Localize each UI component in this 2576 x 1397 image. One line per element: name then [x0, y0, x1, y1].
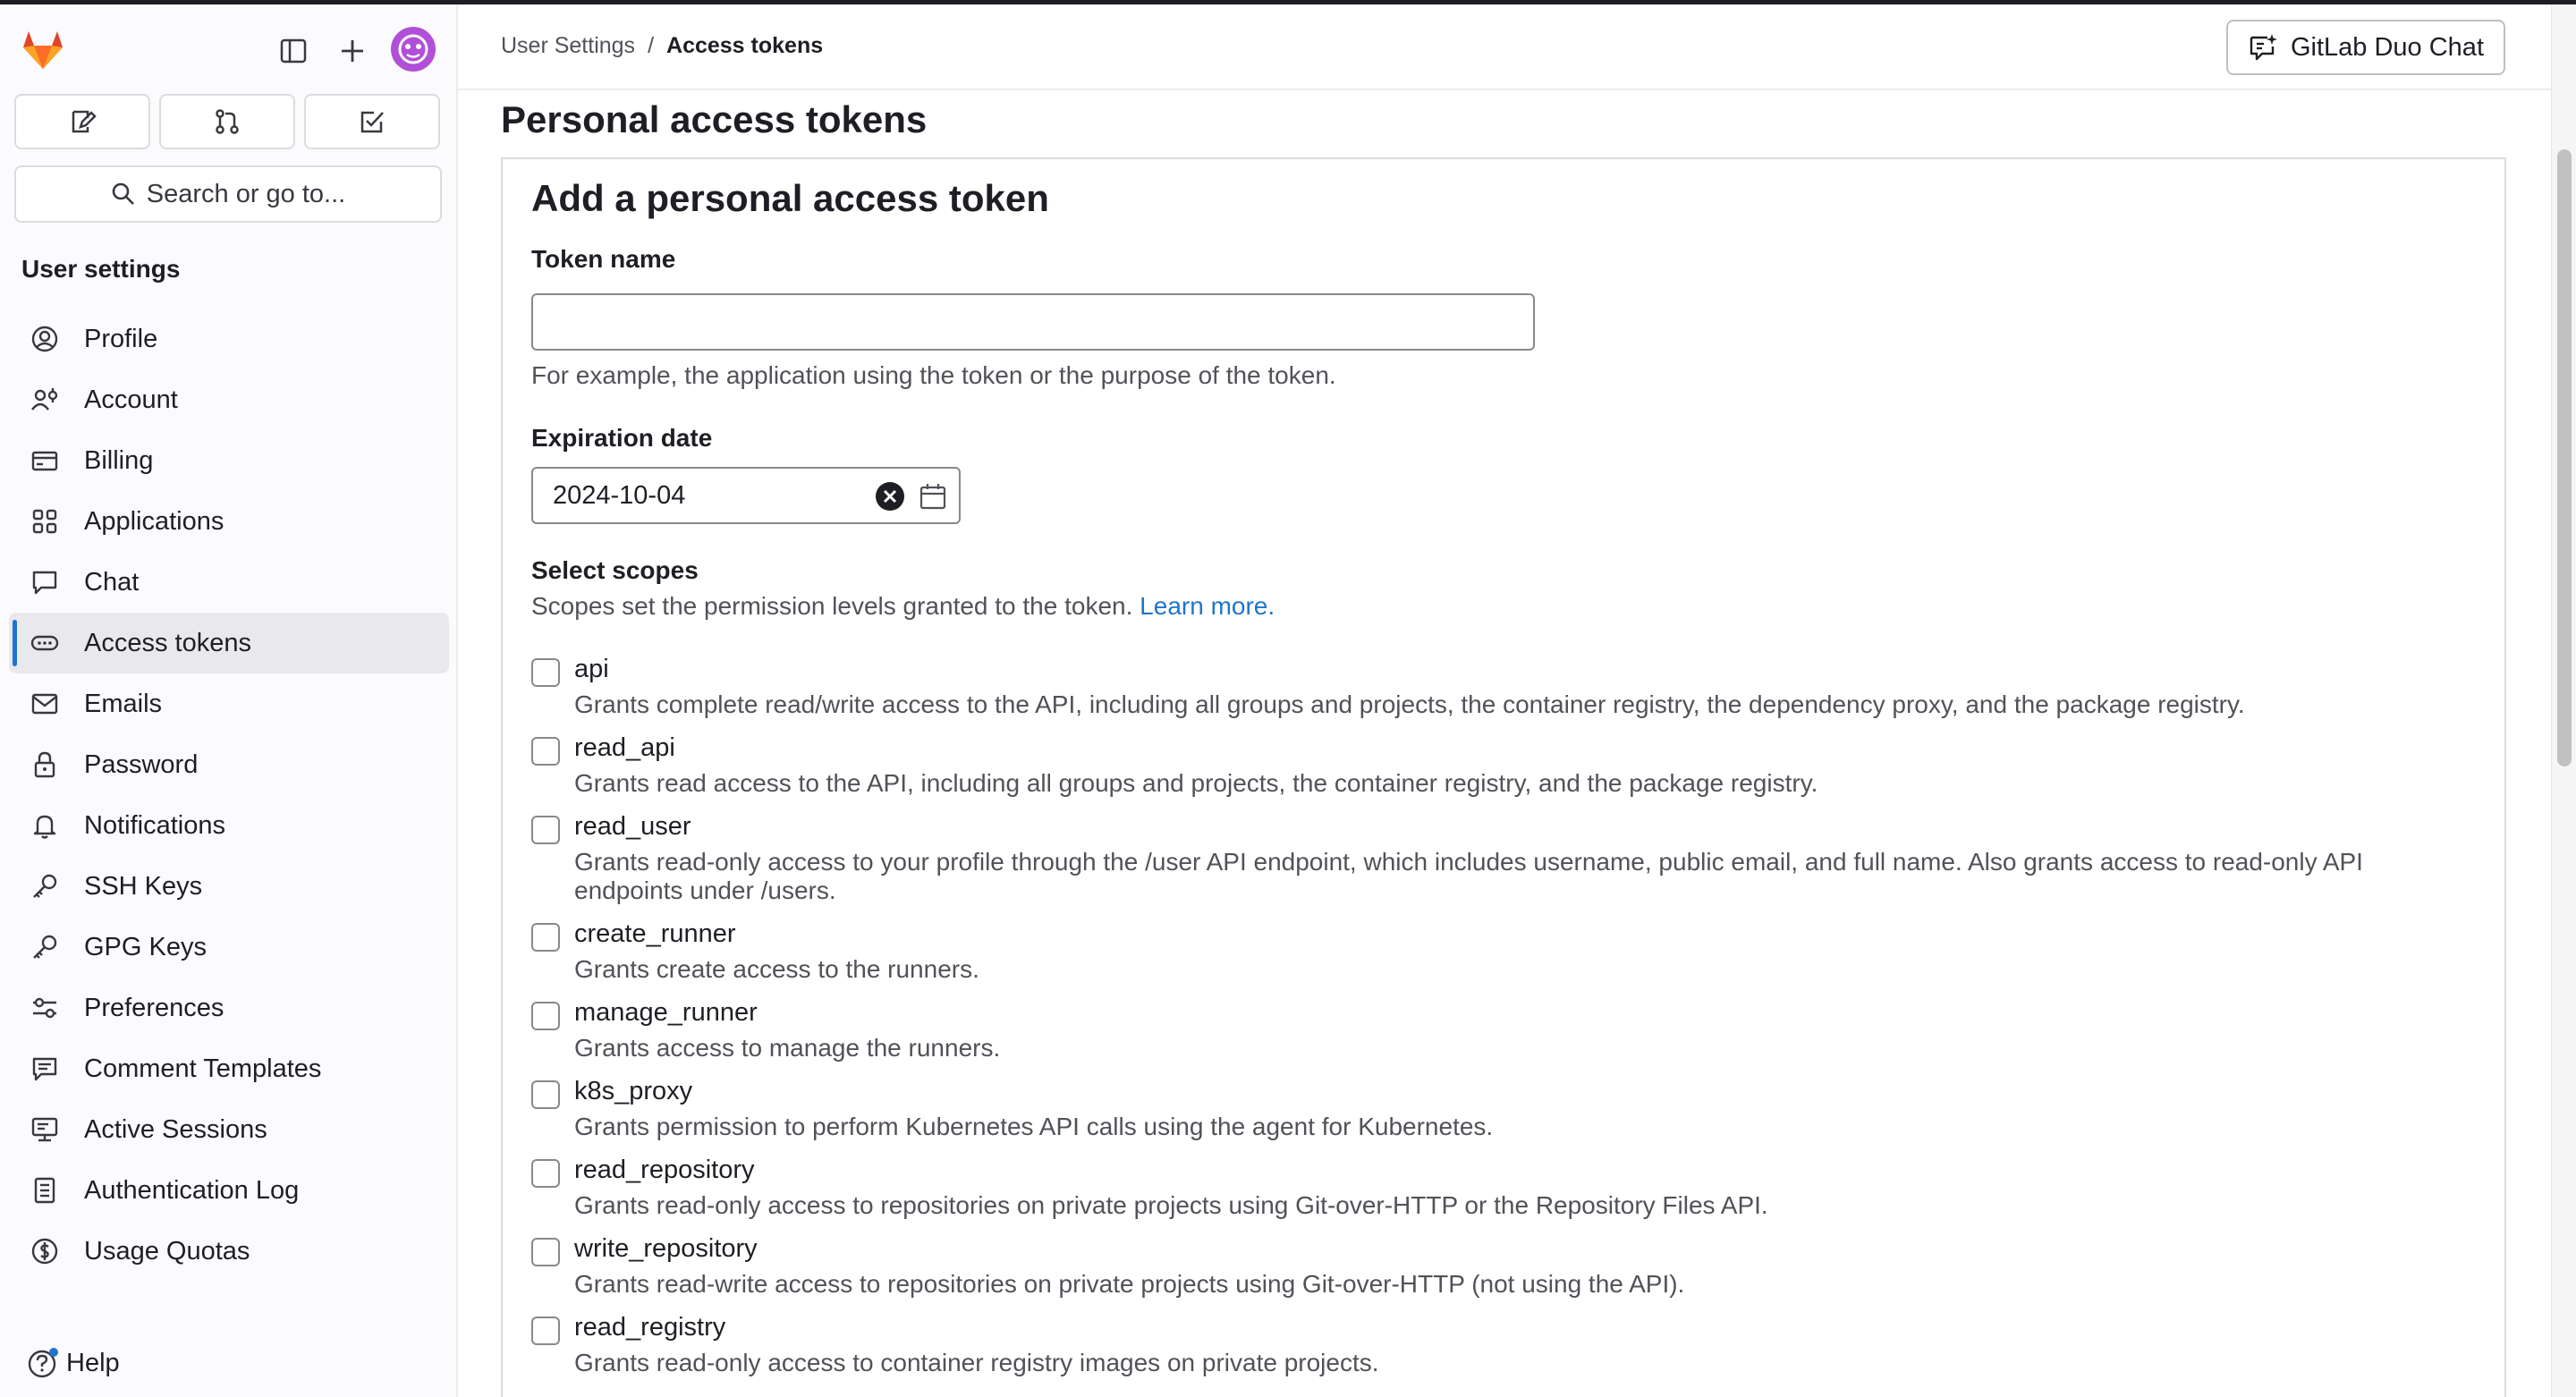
sidebar-item-ssh-keys[interactable] — [9, 856, 449, 917]
scope-description: Grants permission to perform Kubernetes API calls using the agent for Kubernetes. — [574, 1113, 1494, 1140]
sidebar-item-label: Authentication Log — [84, 1175, 300, 1205]
scope-checkbox[interactable] — [531, 1002, 560, 1030]
help-icon — [27, 1346, 61, 1380]
issues-icon — [68, 107, 97, 136]
sidebar-item-label: Billing — [84, 445, 154, 475]
sidebar-item-label: SSH Keys — [84, 871, 203, 901]
scope-description: Grants read-only access to repositories on private projects using Git-over-HTTP or the Repository Files API. — [574, 1191, 1768, 1219]
scope-checkbox[interactable] — [531, 1080, 560, 1109]
scope-description: Grants read-only access to container registry images on private projects. — [574, 1349, 1379, 1376]
key-icon — [29, 931, 61, 963]
help-button[interactable] — [27, 1346, 120, 1380]
token-name-label: Token name — [531, 245, 676, 273]
sidebar-item-usage-quotas[interactable] — [9, 1221, 449, 1282]
calendar-icon[interactable] — [918, 481, 948, 512]
sidebar-item-applications[interactable] — [9, 491, 449, 552]
scrollbar-thumb[interactable] — [2557, 149, 2572, 766]
help-label: Help — [66, 1348, 120, 1377]
scope-name[interactable]: k8s_proxy — [574, 1077, 693, 1105]
clear-date-icon[interactable] — [875, 481, 905, 512]
scope-name[interactable]: api — [574, 655, 609, 683]
scope-name[interactable]: read_user — [574, 812, 691, 841]
scopes-help — [531, 592, 1275, 621]
lock-icon — [29, 749, 61, 781]
sidebar-item-notifications[interactable] — [9, 795, 449, 856]
sidebar-section-title: User settings — [21, 255, 181, 283]
sidebar-item-label: Notifications — [84, 810, 225, 840]
search-button[interactable] — [14, 165, 442, 223]
key-icon — [29, 870, 61, 902]
scope-name[interactable]: manage_runner — [574, 998, 758, 1027]
scope-description: Grants complete read/write access to the API, including all groups and projects, the container registry, the dependency proxy, and the package registry. — [574, 690, 2245, 718]
sidebar-item-label: Profile — [84, 324, 158, 353]
sidebar-item-label: Chat — [84, 567, 140, 597]
scope-checkbox[interactable] — [531, 737, 560, 766]
sidebar-item-password[interactable] — [9, 734, 449, 795]
sidebar-item-label: Active Sessions — [84, 1114, 267, 1144]
scopes-help-text: Scopes set the permission levels granted to the token. — [531, 592, 1133, 620]
preferences-icon — [29, 992, 61, 1024]
sidebar-item-authentication-log[interactable] — [9, 1160, 449, 1221]
scope-checkbox[interactable] — [531, 1159, 560, 1188]
todos-button[interactable] — [304, 94, 440, 149]
applications-icon — [29, 505, 61, 538]
scope-description: Grants create access to the runners. — [574, 955, 979, 983]
page-title: Personal access tokens — [501, 98, 928, 140]
add-token-form — [501, 157, 2506, 1397]
scope-checkbox[interactable] — [531, 923, 560, 952]
sidebar — [0, 4, 458, 1397]
sidebar-item-label: Emails — [84, 689, 163, 718]
sidebar-item-label: Applications — [84, 506, 225, 536]
comment-icon — [29, 1053, 61, 1085]
sidebar-item-billing[interactable] — [9, 430, 449, 491]
settings-nav — [9, 309, 449, 1282]
scope-description: Grants read-only access to your profile through the /user API endpoint, which includes username, public email, and full name. Also grants access to read-only API endpoints under /users. — [574, 848, 2363, 904]
search-placeholder: Search or go to... — [146, 179, 346, 208]
sidebar-item-label: Access tokens — [84, 628, 251, 657]
scope-checkbox[interactable] — [531, 1238, 560, 1266]
token-name-input[interactable] — [531, 293, 1535, 351]
profile-icon — [29, 323, 61, 355]
form-title: Add a personal access token — [531, 177, 1049, 219]
scope-checkbox[interactable] — [531, 816, 560, 844]
scope-description: Grants access to manage the runners. — [574, 1034, 1001, 1062]
account-icon — [29, 384, 61, 416]
sidebar-item-label: Usage Quotas — [84, 1236, 250, 1266]
toggle-sidebar-icon[interactable] — [275, 33, 311, 69]
sidebar-item-label: Password — [84, 749, 199, 779]
sidebar-item-comment-templates[interactable] — [9, 1038, 449, 1099]
duo-chat-label: GitLab Duo Chat — [2290, 32, 2484, 62]
scope-name[interactable]: create_runner — [574, 919, 736, 948]
token-icon — [29, 627, 61, 659]
sidebar-item-chat[interactable] — [9, 552, 449, 613]
breadcrumb-user-settings[interactable]: User Settings — [501, 33, 636, 58]
sidebar-item-active-sessions[interactable] — [9, 1099, 449, 1160]
scope-checkbox[interactable] — [531, 1317, 560, 1345]
breadcrumb-separator: / — [648, 33, 655, 58]
duo-chat-button[interactable] — [2226, 20, 2505, 75]
expiration-date-label: Expiration date — [531, 424, 713, 452]
sidebar-item-account[interactable] — [9, 369, 449, 430]
email-icon — [29, 688, 61, 720]
merge-requests-button[interactable] — [159, 94, 295, 149]
top-header — [458, 4, 2551, 90]
log-icon — [29, 1174, 61, 1206]
sidebar-item-preferences[interactable] — [9, 978, 449, 1038]
sidebar-item-label: Account — [84, 385, 178, 414]
user-avatar[interactable] — [391, 27, 436, 72]
select-scopes-label: Select scopes — [531, 556, 699, 584]
scope-description: Grants read access to the API, including all groups and projects, the container registry, and the package registry. — [574, 769, 1818, 797]
gitlab-logo-icon[interactable] — [20, 26, 66, 72]
scope-name[interactable]: read_registry — [574, 1313, 726, 1342]
breadcrumb-access-tokens[interactable]: Access tokens — [666, 33, 824, 58]
page-scrollbar[interactable] — [2551, 4, 2576, 1397]
scope-name[interactable]: read_api — [574, 733, 675, 762]
sidebar-item-label: GPG Keys — [84, 932, 207, 961]
breadcrumb — [501, 33, 823, 59]
create-new-icon[interactable] — [335, 33, 370, 69]
sidebar-item-profile[interactable] — [9, 309, 449, 369]
search-icon — [111, 182, 136, 207]
sidebar-item-gpg-keys[interactable] — [9, 917, 449, 978]
chat-icon — [29, 566, 61, 598]
scope-checkbox[interactable] — [531, 658, 560, 687]
sidebar-item-emails[interactable] — [9, 673, 449, 734]
monitor-icon — [29, 1113, 61, 1146]
sidebar-item-label: Preferences — [84, 993, 225, 1022]
issues-button[interactable] — [14, 94, 150, 149]
merge-request-icon — [213, 107, 242, 136]
billing-icon — [29, 444, 61, 477]
quota-icon — [29, 1235, 61, 1267]
expiration-date-value: 2024-10-04 — [553, 480, 686, 510]
token-name-help: For example, the application using the token or the purpose of the token. — [531, 361, 1336, 389]
scope-name[interactable]: write_repository — [574, 1234, 758, 1263]
todo-check-icon — [358, 107, 386, 136]
bell-icon — [29, 809, 61, 842]
scope-description: Grants read-write access to repositories on private projects using Git-over-HTTP (not using the API). — [574, 1270, 1685, 1298]
expiration-date-input[interactable] — [531, 467, 961, 524]
sidebar-item-label: Comment Templates — [84, 1054, 322, 1083]
sidebar-item-access-tokens[interactable] — [9, 613, 449, 673]
learn-more-link[interactable]: Learn more. — [1140, 592, 1275, 620]
duo-chat-icon — [2248, 32, 2278, 63]
scope-name[interactable]: read_repository — [574, 1156, 755, 1184]
